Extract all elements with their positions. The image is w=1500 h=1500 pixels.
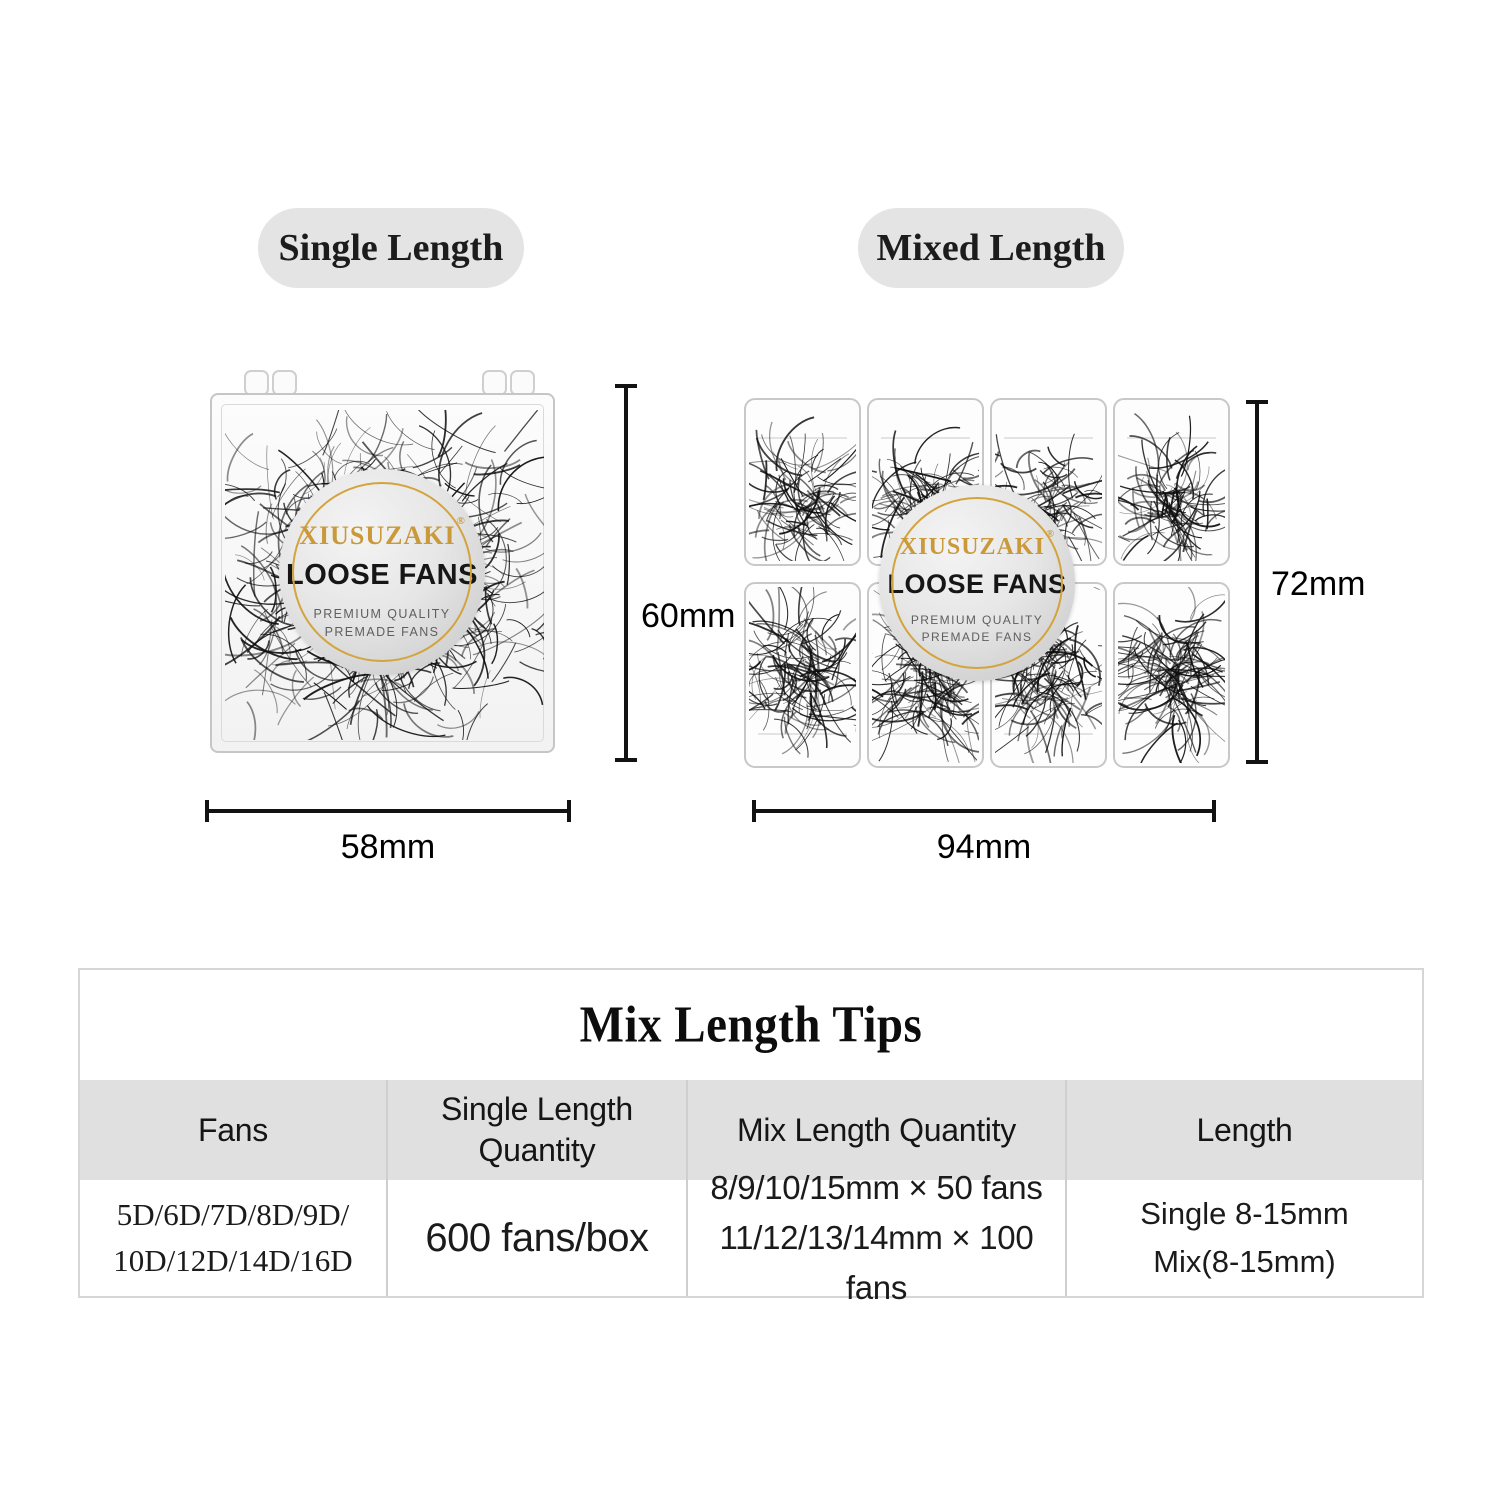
height-dimension-value: 72mm (1271, 565, 1366, 603)
table-cell-length: Single 8-15mm Mix(8-15mm) (1140, 1195, 1349, 1279)
product-name: LOOSE FANS (286, 559, 478, 591)
width-dimension-value: 94mm (936, 828, 1032, 866)
table-cell-mix-quantity: 8/9/10/15mm × 50 fans 11/12/13/14mm × 100 fans (710, 1168, 1043, 1307)
label-tagline: PREMIUM QUALITY PREMADE FANS (910, 613, 1044, 645)
width-dimension-line (205, 809, 571, 813)
table-cell-fans: 5D/6D/7D/8D/9D/ 10D/12D/14D/16D (113, 1196, 353, 1278)
height-dimension-line (624, 384, 628, 762)
width-dimension-value: 58mm (340, 828, 436, 866)
spec-table (78, 968, 1424, 1307)
brand-label-sticker (879, 485, 1075, 681)
mixed-length-badge: Mixed Length (858, 208, 1124, 288)
gold-ring (292, 482, 472, 662)
table-column-single-quantity (388, 1080, 688, 1296)
registered-mark: ® (456, 515, 466, 527)
column-header: Length (1067, 1080, 1422, 1180)
registered-mark: ® (1045, 528, 1056, 540)
brand-name: XIUSUZAKI® (899, 528, 1056, 560)
gold-ring (891, 497, 1063, 669)
column-header: Single Length Quantity (388, 1080, 686, 1180)
table-title-row (80, 970, 1422, 1080)
table-body (80, 1080, 1422, 1307)
brand-name: XIUSUZAKI® (299, 515, 466, 550)
table-column-length (1067, 1080, 1422, 1296)
single-length-badge: Single Length (258, 208, 524, 288)
table-column-mix-quantity (688, 1080, 1067, 1307)
table-cell-single-quantity: 600 fans/box (425, 1215, 649, 1260)
label-tagline: PREMIUM QUALITY PREMADE FANS (313, 607, 451, 640)
height-dimension-value: 60mm (641, 597, 736, 635)
brand-label-sticker (279, 469, 485, 675)
table-column-fans (80, 1080, 388, 1296)
column-header: Mix Length Quantity (688, 1080, 1065, 1180)
product-name: LOOSE FANS (887, 569, 1067, 599)
column-header: Fans (80, 1080, 386, 1180)
table-title: Mix Length Tips (579, 996, 923, 1054)
width-dimension-line (752, 809, 1216, 813)
height-dimension-line (1255, 400, 1259, 764)
